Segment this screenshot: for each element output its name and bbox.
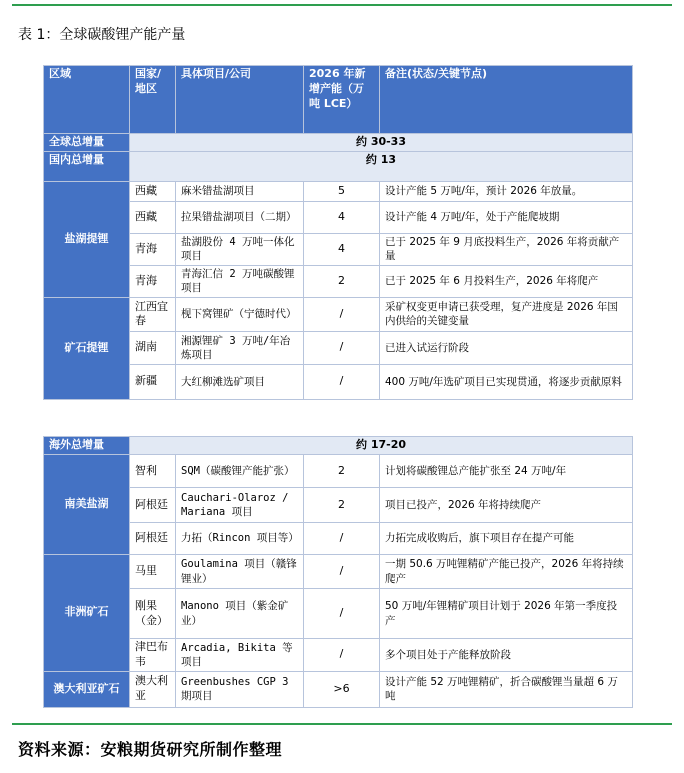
domestic-table	[43, 65, 633, 400]
header-country: 国家/地区	[130, 66, 176, 134]
notes-cell: 采矿权变更申请已获受理，复产进度是 2026 年国内供给的关键变量	[380, 297, 633, 331]
notes-cell: 设计产能 5 万吨/年，预计 2026 年放量。	[380, 181, 633, 201]
project-cell: Arcadia, Bikita 等项目	[176, 639, 304, 672]
overseas-total-value: 约 17-20	[130, 437, 633, 455]
capacity-cell: 2	[304, 488, 380, 523]
country-cell: 新疆	[130, 364, 176, 399]
global-total-label: 全球总增量	[44, 134, 130, 152]
country-cell: 阿根廷	[130, 523, 176, 555]
table-row	[44, 181, 633, 201]
capacity-cell: /	[304, 297, 380, 331]
capacity-cell: /	[304, 589, 380, 639]
table-row	[44, 639, 633, 672]
project-cell: Manono 项目（紫金矿业）	[176, 589, 304, 639]
project-cell: 力拓（Rincon 项目等）	[176, 523, 304, 555]
table-row	[44, 488, 633, 523]
project-cell: Goulamina 项目（赣锋锂业）	[176, 555, 304, 589]
overseas-total-row	[44, 437, 633, 455]
notes-cell: 计划将碳酸锂总产能扩张至 24 万吨/年	[380, 455, 633, 488]
project-cell: 湘源锂矿 3 万吨/年冶炼项目	[176, 331, 304, 364]
group-label-australia: 澳大利亚矿石	[44, 671, 130, 707]
global-total-value: 约 30-33	[130, 134, 633, 152]
capacity-cell: /	[304, 364, 380, 399]
table-row	[44, 523, 633, 555]
notes-cell: 一期 50.6 万吨锂精矿产能已投产，2026 年将持续爬产	[380, 555, 633, 589]
overseas-table	[43, 436, 633, 708]
country-cell: 江西宜春	[130, 297, 176, 331]
capacity-cell: /	[304, 555, 380, 589]
project-cell: 枧下窝锂矿（宁德时代）	[176, 297, 304, 331]
header-region: 区域	[44, 66, 130, 134]
notes-cell: 已进入试运行阶段	[380, 331, 633, 364]
capacity-cell: >6	[304, 671, 380, 707]
overseas-total-label: 海外总增量	[44, 437, 130, 455]
top-rule	[12, 4, 672, 6]
notes-cell: 400 万吨/年选矿项目已实现贯通，将逐步贡献原料	[380, 364, 633, 399]
domestic-total-row	[44, 151, 633, 181]
capacity-cell: /	[304, 331, 380, 364]
header-project: 具体项目/公司	[176, 66, 304, 134]
country-cell: 马里	[130, 555, 176, 589]
notes-cell: 已于 2025 年 9 月底投料生产，2026 年将贡献产量	[380, 233, 633, 265]
table-row	[44, 589, 633, 639]
country-cell: 青海	[130, 233, 176, 265]
country-cell: 湖南	[130, 331, 176, 364]
capacity-cell: 4	[304, 233, 380, 265]
table-row	[44, 455, 633, 488]
header-capacity: 2026 年新增产能（万吨 LCE）	[304, 66, 380, 134]
project-cell: 青海汇信 2 万吨碳酸锂项目	[176, 265, 304, 297]
project-cell: 麻米错盐湖项目	[176, 181, 304, 201]
bottom-rule	[12, 723, 672, 725]
notes-cell: 力拓完成收购后，旗下项目存在提产可能	[380, 523, 633, 555]
table-row	[44, 265, 633, 297]
table-row	[44, 201, 633, 233]
project-cell: Greenbushes CGP 3 期项目	[176, 671, 304, 707]
capacity-cell: 2	[304, 455, 380, 488]
notes-cell: 50 万吨/年锂精矿项目计划于 2026 年第一季度投产	[380, 589, 633, 639]
source-note: 资料来源：安粮期货研究所制作整理	[18, 740, 283, 759]
table-row	[44, 671, 633, 707]
country-cell: 澳大利亚	[130, 671, 176, 707]
table-row	[44, 233, 633, 265]
project-cell: SQM（碳酸锂产能扩张）	[176, 455, 304, 488]
table-caption: 表 1：全球碳酸锂产能产量	[18, 27, 186, 43]
domestic-total-value: 约 13	[130, 151, 633, 181]
capacity-cell: /	[304, 523, 380, 555]
group-label-salt-lake: 盐湖提锂	[44, 181, 130, 297]
country-cell: 津巴布韦	[130, 639, 176, 672]
table-row	[44, 364, 633, 399]
notes-cell: 设计产能 52 万吨锂精矿，折合碳酸锂当量超 6 万吨	[380, 671, 633, 707]
country-cell: 青海	[130, 265, 176, 297]
global-total-row	[44, 134, 633, 152]
table-row	[44, 331, 633, 364]
country-cell: 阿根廷	[130, 488, 176, 523]
capacity-cell: 4	[304, 201, 380, 233]
notes-cell: 设计产能 4 万吨/年，处于产能爬坡期	[380, 201, 633, 233]
table-row	[44, 555, 633, 589]
notes-cell: 项目已投产，2026 年将持续爬产	[380, 488, 633, 523]
capacity-cell: 2	[304, 265, 380, 297]
project-cell: Cauchari-Olaroz / Mariana 项目	[176, 488, 304, 523]
project-cell: 盐湖股份 4 万吨一体化项目	[176, 233, 304, 265]
group-label-south-america: 南美盐湖	[44, 455, 130, 555]
project-cell: 大红柳滩选矿项目	[176, 364, 304, 399]
country-cell: 西藏	[130, 201, 176, 233]
notes-cell: 已于 2025 年 6 月投料生产，2026 年将爬产	[380, 265, 633, 297]
notes-cell: 多个项目处于产能释放阶段	[380, 639, 633, 672]
domestic-total-label: 国内总增量	[44, 151, 130, 181]
capacity-cell: /	[304, 639, 380, 672]
header-row	[44, 66, 633, 134]
group-label-ore: 矿石提锂	[44, 297, 130, 399]
header-notes: 备注(状态/关键节点)	[380, 66, 633, 134]
table-row	[44, 297, 633, 331]
project-cell: 拉果错盐湖项目（二期）	[176, 201, 304, 233]
country-cell: 西藏	[130, 181, 176, 201]
group-label-africa: 非洲矿石	[44, 555, 130, 672]
capacity-cell: 5	[304, 181, 380, 201]
country-cell: 智利	[130, 455, 176, 488]
country-cell: 刚果（金）	[130, 589, 176, 639]
